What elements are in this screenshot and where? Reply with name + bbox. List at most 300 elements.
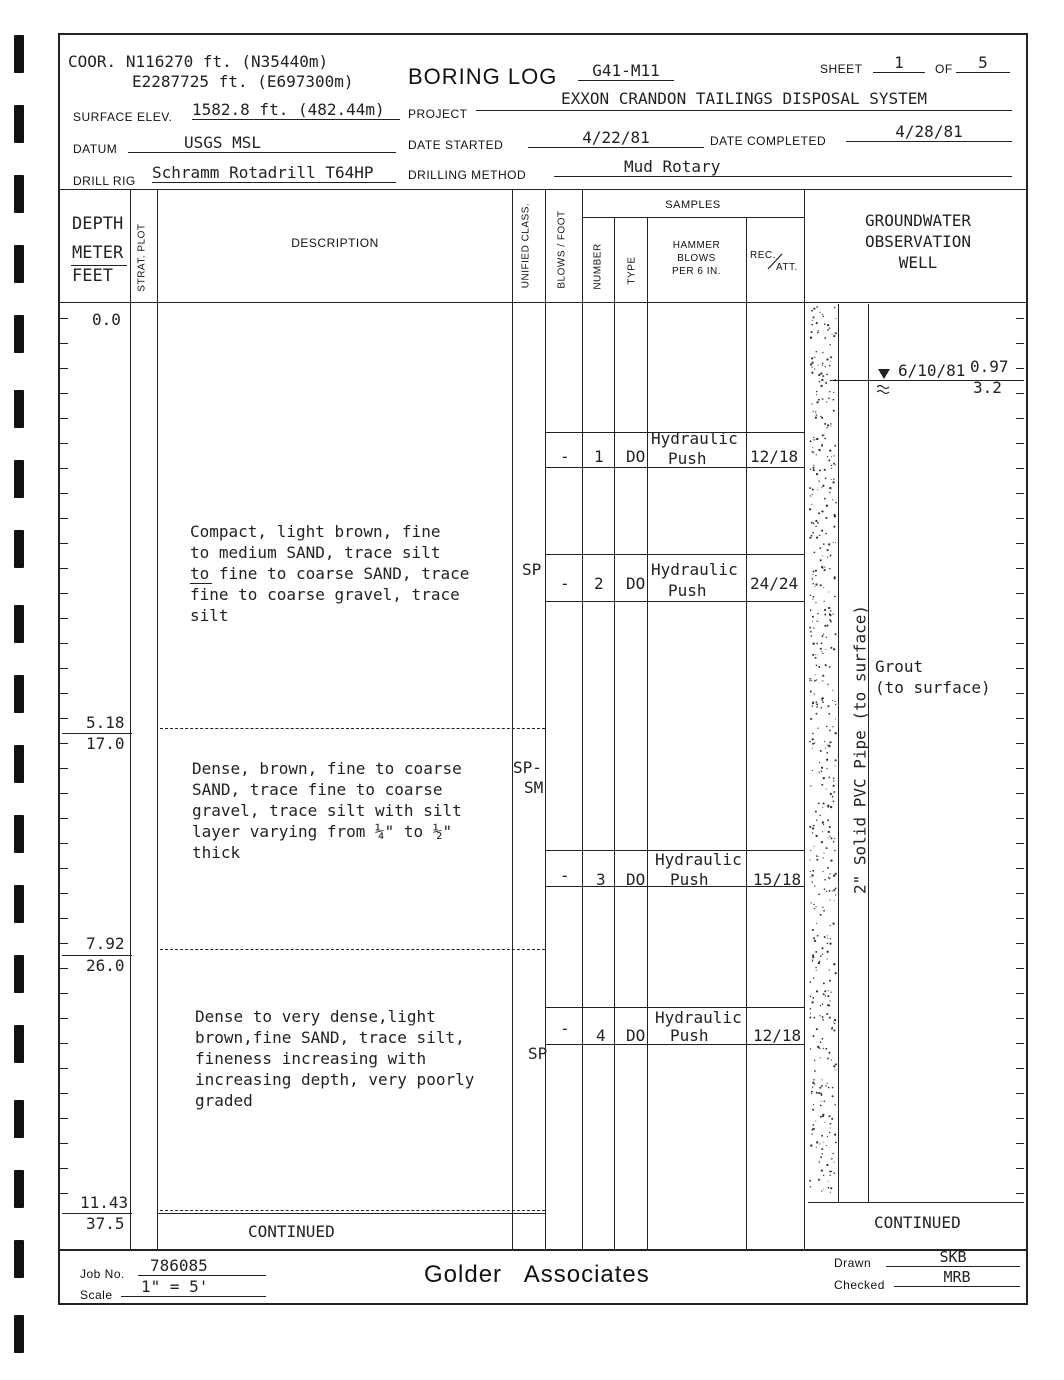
grout-dot	[833, 526, 835, 528]
grout-dot	[814, 908, 815, 909]
sample-3-blows: -	[560, 866, 570, 885]
grout-dot	[816, 1147, 817, 1148]
depth-tick-right	[1016, 443, 1024, 444]
grout-dot	[811, 1091, 813, 1093]
grout-dot	[830, 1123, 832, 1125]
grout-dot	[810, 859, 811, 860]
grout-dot	[816, 990, 818, 992]
grout-dot	[821, 698, 822, 699]
grout-dot	[835, 873, 837, 875]
grout-dot	[828, 1181, 829, 1182]
grout-dot	[820, 648, 822, 650]
grout-dot	[811, 451, 813, 453]
grout-dot	[824, 569, 826, 571]
stratum-3-description: Dense to very dense,light brown,fine SAND, trace silt, fineness increasing with increasing depth, very poorly graded	[195, 1007, 475, 1110]
grout-dot	[829, 873, 830, 874]
grout-dot	[835, 894, 836, 895]
depth-tick-right	[1016, 1043, 1024, 1044]
grout-dot	[813, 437, 814, 438]
depth-tick	[60, 1118, 68, 1119]
grout-dot	[826, 726, 828, 728]
depth-tick	[60, 343, 68, 344]
grout-dot	[812, 320, 813, 321]
depth-2-m: 7.92	[86, 934, 125, 953]
grout-dot	[828, 831, 830, 833]
col-samples: SAMPLES	[665, 199, 721, 211]
grout-dot	[819, 1015, 820, 1016]
grout-dot	[826, 752, 828, 754]
grout-dot	[814, 1083, 816, 1085]
stratum-boundary-2	[160, 949, 545, 950]
grout-dot	[813, 643, 815, 645]
grout-dot	[813, 825, 815, 827]
grout-dot	[835, 464, 836, 465]
datum-value: USGS MSL	[128, 133, 396, 153]
grout-dot	[832, 1095, 834, 1097]
grout-dot	[811, 504, 812, 505]
punch-hole	[14, 815, 24, 853]
depth-tick	[60, 393, 68, 394]
grout-dot	[830, 793, 832, 795]
grout-dot	[812, 748, 813, 749]
depth-tick-right	[1016, 1143, 1024, 1144]
grout-dot	[822, 807, 823, 808]
grout-dot	[829, 730, 831, 732]
grout-dot	[828, 745, 830, 747]
grout-dot	[829, 980, 831, 982]
depth-tick-right	[1016, 368, 1024, 369]
grout-dot	[835, 1063, 837, 1065]
grout-dot	[810, 495, 811, 496]
grout-dot	[813, 627, 814, 628]
grout-dot	[822, 907, 823, 908]
grout-dot	[821, 1101, 822, 1102]
grout-dot	[816, 706, 818, 708]
punch-hole	[14, 390, 24, 428]
grout-dot	[828, 990, 829, 991]
grout-dot	[831, 465, 832, 466]
grout-dot	[822, 435, 824, 437]
sheet-number: 1	[873, 53, 925, 73]
grout-dot	[820, 1005, 821, 1006]
stratum-2-class-1: SP-	[513, 758, 542, 777]
grout-dot	[812, 882, 813, 883]
grout-dot	[824, 1122, 825, 1123]
grout-dot	[819, 1087, 821, 1089]
depth-3-ft: 26.0	[86, 956, 125, 975]
grout-dot	[834, 1019, 836, 1021]
grout-dot	[815, 602, 816, 603]
grout-dot	[828, 877, 829, 878]
grout-dot	[810, 1186, 811, 1187]
depth-tick-right	[1016, 343, 1024, 344]
grout-dot	[829, 836, 830, 837]
col-gw-line-2: OBSERVATION	[865, 232, 971, 251]
grout-dot	[825, 995, 826, 996]
grout-dot	[815, 967, 816, 968]
depth-tick	[60, 668, 68, 669]
continued-description: CONTINUED	[248, 1222, 335, 1241]
depth-tick-right	[1016, 693, 1024, 694]
depth-tick-right	[1016, 618, 1024, 619]
grout-dot	[820, 584, 822, 586]
grout-dot	[822, 831, 823, 832]
grout-annulus	[808, 306, 838, 1202]
grout-dot	[824, 609, 826, 611]
grout-dot	[822, 821, 824, 823]
surface-elev-label: SURFACE ELEV.	[73, 110, 173, 124]
punch-hole	[14, 1240, 24, 1278]
grout-dot	[824, 438, 826, 440]
grout-dot	[826, 759, 828, 761]
checked-label: Checked	[834, 1278, 885, 1292]
col-gw-line-3: WELL	[898, 253, 938, 272]
grout-dot	[827, 324, 829, 326]
grout-dot	[830, 1127, 831, 1128]
grout-dot	[826, 1013, 828, 1015]
sample-4-hammer-1: Hydraulic	[655, 1008, 742, 1027]
punch-hole	[14, 745, 24, 783]
grout-dot	[832, 1153, 834, 1155]
grout-dot	[821, 1085, 823, 1087]
grout-dot	[832, 891, 833, 892]
grout-dot	[820, 372, 822, 374]
stratum-1-class: SP	[522, 560, 542, 579]
grout-dot	[816, 394, 817, 395]
project-value: EXXON CRANDON TAILINGS DISPOSAL SYSTEM	[476, 89, 1012, 111]
grout-dot	[810, 871, 811, 872]
grout-dot	[832, 700, 833, 701]
sample-3-number: 3	[596, 870, 606, 889]
grout-dot	[816, 643, 818, 645]
grout-dot	[821, 444, 823, 446]
depth-tick	[60, 443, 68, 444]
grout-dot	[827, 1136, 828, 1137]
stratum-1-description: Compact, light brown, fine to medium SAND, trace silt to fine to coarse SAND, trace fine to coarse gravel, trace silt	[190, 522, 470, 625]
depth-tick	[60, 643, 68, 644]
grout-dot	[825, 664, 827, 666]
depth-tick	[60, 1043, 68, 1044]
grout-dot	[829, 449, 831, 451]
grout-dot	[814, 1017, 816, 1019]
grout-dot	[835, 332, 837, 334]
depth-1-m: 5.18	[86, 713, 125, 732]
col-line-strat	[157, 189, 158, 1249]
grout-dot	[832, 796, 834, 798]
depth-tick-right	[1016, 718, 1024, 719]
grout-dot	[830, 423, 832, 425]
grout-dot	[826, 624, 828, 626]
grout-dot	[822, 568, 823, 569]
grout-dot	[809, 678, 811, 680]
col-att: ATT.	[776, 262, 798, 273]
sample-1-number: 1	[594, 447, 604, 466]
grout-dot	[814, 885, 815, 886]
grout-dot	[818, 512, 820, 514]
grout-dot	[812, 616, 814, 618]
grout-dot	[822, 352, 823, 353]
grout-dot	[811, 535, 813, 537]
grout-dot	[809, 1180, 811, 1182]
col-line-rec	[804, 189, 805, 1249]
grout-dot	[812, 870, 814, 872]
grout-dot	[827, 705, 829, 707]
well-bottom-line	[808, 1202, 1024, 1203]
grout-dot	[813, 904, 815, 906]
col-line-class	[545, 189, 546, 1249]
punch-hole	[14, 105, 24, 143]
grout-dot	[811, 1001, 813, 1003]
grout-dot	[812, 1082, 814, 1084]
grout-dot	[812, 362, 814, 364]
grout-dot	[827, 819, 829, 821]
grout-dot	[821, 1079, 822, 1080]
grout-dot	[835, 759, 837, 761]
grout-dot	[830, 925, 831, 926]
grout-dot	[824, 879, 826, 881]
grout-dot	[824, 601, 825, 602]
grout-dot	[817, 613, 818, 614]
grout-dot	[833, 410, 835, 412]
grout-dot	[825, 789, 826, 790]
grout-dot	[812, 366, 813, 367]
grout-dot	[833, 479, 834, 480]
depth-3-m: 11.43	[80, 1193, 129, 1212]
grout-dot	[830, 859, 832, 861]
grout-dot	[814, 357, 815, 358]
grout-dot	[833, 875, 835, 877]
grout-dot	[809, 508, 811, 510]
grout-dot	[810, 1048, 811, 1049]
grout-dot	[813, 439, 814, 440]
grout-dot	[813, 571, 815, 573]
grout-dot	[812, 1124, 814, 1126]
grout-dot	[831, 479, 832, 480]
grout-dot	[834, 514, 836, 516]
grout-dot	[827, 684, 828, 685]
col-rec: REC.	[750, 250, 776, 261]
grout-dot	[831, 1158, 833, 1160]
punch-hole	[14, 35, 24, 73]
grout-dot	[814, 586, 815, 587]
grout-dot	[815, 713, 817, 715]
grout-dot	[823, 633, 824, 634]
grout-dot	[818, 374, 820, 376]
grout-dot	[813, 522, 815, 524]
grout-dot	[823, 1175, 824, 1176]
grout-dot	[829, 969, 830, 970]
grout-dot	[827, 959, 828, 960]
grout-dot	[811, 310, 813, 312]
col-line-number	[614, 217, 615, 1249]
grout-dot	[827, 951, 829, 953]
grout-dot	[821, 511, 822, 512]
grout-dot	[815, 520, 817, 522]
depth-tick-right	[1016, 468, 1024, 469]
grout-dot	[831, 456, 832, 457]
grout-dot	[824, 324, 826, 326]
col-type: TYPE	[626, 256, 638, 285]
col-blows-foot: BLOWS / FOOT	[556, 210, 568, 289]
water-level-icon	[876, 367, 892, 399]
grout-dot	[820, 1156, 822, 1158]
grout-dot	[810, 595, 812, 597]
grout-dot	[826, 505, 828, 507]
grout-dot	[830, 361, 831, 362]
grout-dot	[816, 819, 817, 820]
sample-2-number: 2	[594, 574, 604, 593]
grout-dot	[812, 733, 814, 735]
grout-dot	[810, 996, 812, 998]
grout-dot	[809, 981, 811, 983]
sample-3-type: DO	[626, 870, 646, 889]
grout-dot	[811, 902, 812, 903]
grout-dot	[825, 748, 826, 749]
grout-dot	[834, 1134, 836, 1136]
grout-dot	[828, 543, 830, 545]
sample-1-blows: -	[560, 447, 570, 466]
grout-dot	[827, 1004, 829, 1006]
col-strat-plot: STRAT. PLOT	[136, 223, 148, 292]
grout-dot	[827, 943, 829, 945]
grout-dot	[822, 365, 823, 366]
depth-tick-right	[1016, 318, 1024, 319]
grout-dot	[811, 874, 813, 876]
grout-dot	[820, 1057, 821, 1058]
grout-dot	[819, 1143, 820, 1144]
grout-dot	[810, 850, 811, 851]
grout-dot	[832, 1087, 834, 1089]
date-completed-value: 4/28/81	[846, 122, 1012, 142]
grout-dot	[809, 1016, 811, 1018]
grout-dot	[815, 570, 817, 572]
grout-dot	[824, 423, 826, 425]
grout-dot	[833, 801, 835, 803]
grout-dot	[833, 455, 834, 456]
sample-3-hammer-2: Push	[670, 870, 709, 889]
grout-dot	[829, 619, 830, 620]
grout-dot	[814, 1070, 816, 1072]
drawn-label: Drawn	[834, 1256, 872, 1270]
grout-dot	[810, 610, 811, 611]
grout-dot	[815, 701, 817, 703]
depth-tick	[60, 818, 68, 819]
grout-dot	[835, 542, 836, 543]
grout-dot	[812, 578, 814, 580]
grout-dot	[813, 1079, 815, 1081]
grout-dot	[810, 690, 812, 692]
grout-dot	[833, 963, 835, 965]
stratum-2-description: Dense, brown, fine to coarse SAND, trace fine to coarse gravel, trace silt with silt layer varying from ¼" to ½" thick	[192, 759, 462, 862]
grout-dot	[824, 469, 826, 471]
depth-tick	[60, 1168, 68, 1169]
grout-dot	[816, 401, 818, 403]
grout-dot	[829, 942, 831, 944]
samples-group-line	[582, 217, 804, 218]
grout-dot	[821, 487, 822, 488]
grout-dot	[821, 417, 823, 419]
grout-dot	[813, 1035, 815, 1037]
stratum-3-class: SP	[528, 1044, 548, 1063]
grout-dot	[835, 633, 837, 635]
grout-dot	[821, 767, 823, 769]
depth-tick-right	[1016, 793, 1024, 794]
grout-dot	[815, 1121, 816, 1122]
grout-dot	[818, 1179, 820, 1181]
grout-dot	[829, 365, 831, 367]
grout-dot	[834, 900, 835, 901]
grout-dot	[831, 1118, 833, 1120]
grout-dot	[824, 566, 825, 567]
grout-dot	[820, 416, 821, 417]
col-number: NUMBER	[592, 243, 604, 290]
grout-dot	[816, 665, 818, 667]
grout-dot	[812, 743, 814, 745]
grout-dot	[812, 770, 813, 771]
grout-dot	[825, 478, 827, 480]
sample-2-top	[545, 554, 804, 555]
depth-tick-right	[1016, 418, 1024, 419]
grout-dot	[819, 1161, 821, 1163]
grout-dot	[812, 583, 814, 585]
grout-dot	[810, 785, 811, 786]
grout-dot	[829, 492, 830, 493]
grout-dot	[830, 1000, 831, 1001]
grout-dot	[821, 707, 823, 709]
col-hammer-line-2: BLOWS	[677, 253, 716, 264]
col-line-depth	[130, 189, 131, 1249]
grout-dot	[823, 316, 824, 317]
checked-value: MRB	[894, 1268, 1020, 1287]
grout-dot	[834, 1172, 836, 1174]
depth-tick	[60, 593, 68, 594]
grout-dot	[821, 1135, 823, 1137]
depth-tick-right	[1016, 1193, 1024, 1194]
grout-dot	[822, 1016, 824, 1018]
job-no-label: Job No.	[80, 1267, 125, 1281]
footer-divider	[58, 1249, 1026, 1251]
grout-dot	[812, 654, 814, 656]
grout-dot	[815, 835, 817, 837]
depth-tick	[60, 318, 68, 319]
grout-dot	[812, 1128, 814, 1130]
grout-dot	[827, 556, 828, 557]
grout-dot	[813, 469, 815, 471]
grout-dot	[833, 542, 834, 543]
grout-dot	[833, 1162, 834, 1163]
grout-dot	[829, 826, 831, 828]
grout-dot	[823, 777, 825, 779]
grout-dot	[816, 391, 818, 393]
depth-tick	[60, 568, 68, 569]
punch-hole	[14, 605, 24, 643]
grout-dot	[827, 1057, 829, 1059]
grout-dot	[822, 675, 824, 677]
grout-dot	[831, 1059, 832, 1060]
col-hammer-line-3: PER 6 IN.	[672, 266, 721, 277]
grout-dot	[825, 517, 827, 519]
depth-tick-right	[1016, 1118, 1024, 1119]
depth-tick	[60, 843, 68, 844]
grout-dot	[816, 1028, 818, 1030]
grout-dot	[811, 372, 813, 374]
grout-dot	[818, 894, 820, 896]
grout-dot	[833, 785, 835, 787]
grout-dot	[834, 765, 835, 766]
grout-dot	[814, 742, 816, 744]
grout-dot	[812, 532, 814, 534]
grout-dot	[833, 791, 835, 793]
